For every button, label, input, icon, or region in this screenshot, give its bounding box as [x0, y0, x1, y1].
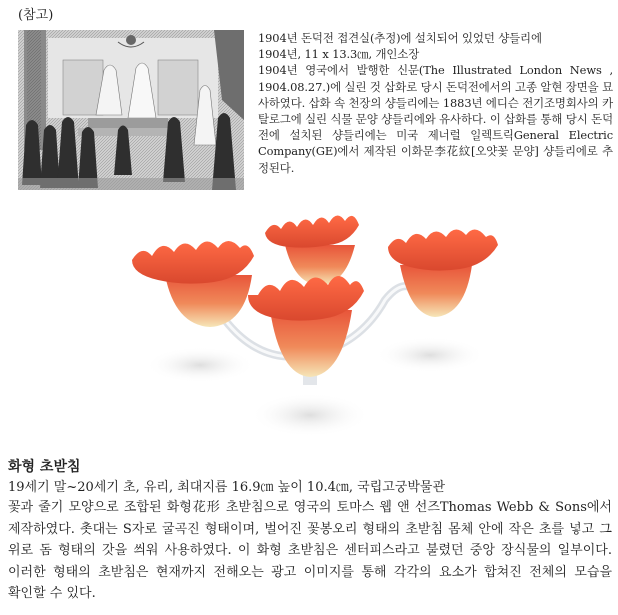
engraving-caption [258, 30, 613, 176]
object-description: 꽃과 줄기 모양으로 조합된 화형花形 초받침으로 영국의 토마스 웹 앤 선즈Thomas Webb & Sons에서 제작하였다. 촛대는 S자로 굴곡진 형태이며, 벌어진 꽃봉오리 형태의 초받침 몸체 안에 작은 초를 넣고 그 위로 돔 형태의 갓을 씌워 사용하였다. 이 화형 초받침은 센터피스라고 불렸던 중앙 장식물의 일부이다. 이러한 형태의 초받침은 현재까지 전해오는 광고 이미지를 통해 각각의 요소가 합쳐진 전체의 모습을 확인할 수 있다. [8, 500, 612, 602]
audience-engraving-image [18, 30, 244, 190]
caption-meta: 1904년, 11 x 13.3㎝, 개인소장 [258, 47, 420, 62]
object-meta: 19세기 말~20세기 초, 유리, 최대지름 16.9㎝ 높이 10.4㎝, 국립고궁박물관 [8, 480, 446, 495]
caption-title: 1904년 돈덕전 접견실(추정)에 설치되어 있었던 샹들리에 [258, 31, 542, 45]
section-title: 화형 초받침 [8, 459, 81, 475]
note-label: (참고) [18, 8, 54, 23]
candle-holder-photo [120, 205, 510, 450]
caption-body: 1904년 영국에서 발행한 신문(The Illustrated London News , 1904.08.27.)에 실린 것 삽화로 당시 돈덕전에서의 고종 알현 장면을 묘사하였다. 삽화 속 천장의 샹들리에는 1883년 에디슨 전기조명회사의 카탈로그에 실린 식물 문양 샹들리에와 유사하다. 이 삽화를 통해 당시 돈덕전에 설치된 샹들리에는 미국 제너럴 일렉트릭General Electric Company(GE)에서 제작된 이화문李花紋[오얏꽃 문양] 샹들리에로 추정된다. [258, 63, 613, 175]
